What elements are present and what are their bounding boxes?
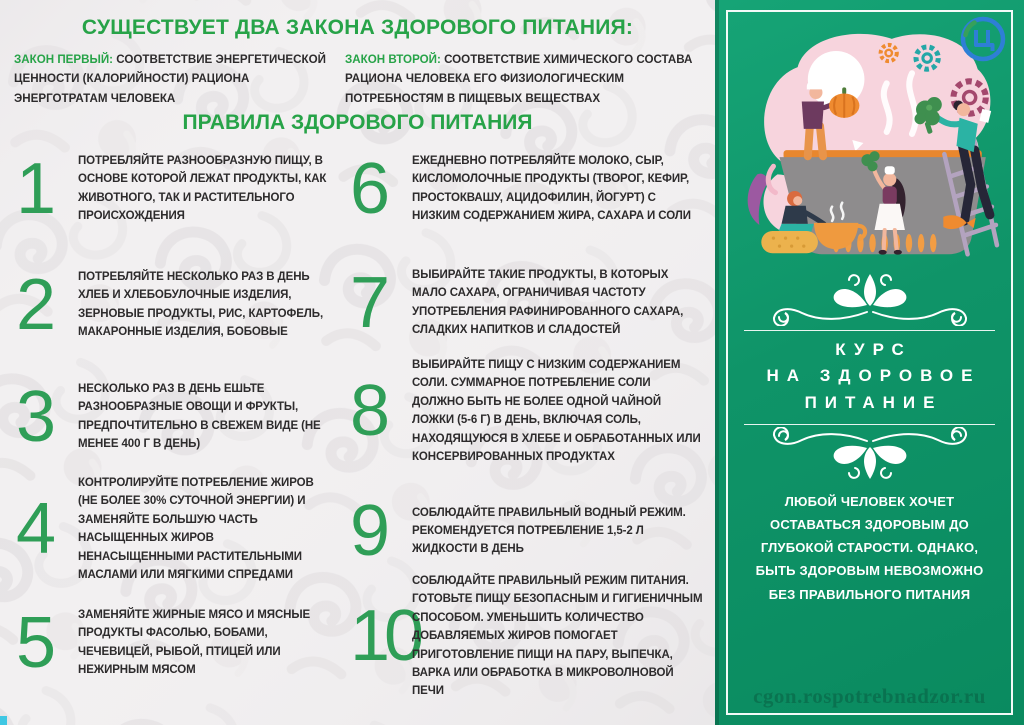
law-first [14,50,336,108]
rule-number: 9 [350,491,391,571]
rule-number: 4 [16,489,57,570]
rules-title: ПРАВИЛА ЗДОРОВОГО ПИТАНИЯ [182,111,533,134]
divider-line [744,424,995,425]
corner-artifact [0,716,7,725]
rule-item-3 [12,376,330,457]
course-line-2: НА ЗДОРОВОЕ [766,366,981,386]
sidebar-fold-shadow [715,0,719,725]
page-title: СУЩЕСТВУЕТ ДВА ЗАКОНА ЗДОРОВОГО ПИТАНИЯ: [81,16,634,39]
rule-text: СОБЛЮДАЙТЕ ПРАВИЛЬНЫЙ ВОДНЫЙ РЕЖИМ. РЕКОМЕНДУЕТСЯ ПОТРЕБЛЕНИЕ 1,5-2 Л ЖИДКОСТИ В ДЕНЬ [412,506,686,556]
rule-number: 8 [350,371,391,452]
law-second-text: СООТВЕТСТВИЕ ХИМИЧЕСКОГО СОСТАВА РАЦИОНА ЧЕЛОВЕКА ЕГО ФИЗИОЛОГИЧЕСКИМ ПОТРЕБНОСТЯМ В ПИЩЕВЫХ ВЕЩЕСТВАХ [345,53,693,105]
rule-item-4 [12,474,330,584]
law-first-text: СООТВЕТСТВИЕ ЭНЕРГЕТИЧЕСКОЙ ЦЕННОСТИ (КАЛОРИЙНОСТИ) РАЦИОНА ЭНЕРГОТРАТАМ ЧЕЛОВЕКА [14,53,326,105]
law-second [345,50,705,108]
rule-number: 2 [16,264,57,345]
cgon-logo-icon [957,13,1009,65]
rule-text: ВЫБИРАЙТЕ ТАКИЕ ПРОДУКТЫ, В КОТОРЫХ МАЛО САХАРА, ОГРАНИЧИВАЯ ЧАСТОТУ УПОТРЕБЛЕНИЯ РАФИНИРОВАННОГО САХАРА, СЛАДКИХ НАПИТКОВ И СЛАДОСТЕЙ [412,269,684,337]
rule-text: ПОТРЕБЛЯЙТЕ НЕСКОЛЬКО РАЗ В ДЕНЬ ХЛЕБ И ХЛЕБОБУЛОЧНЫЕ ИЗДЕЛИЯ, ЗЕРНОВЫЕ ПРОДУКТЫ, РИС, КАРТОФЕЛЬ, МАКАРОННЫЕ ИЗДЕЛИЯ, БОБОВЫЕ [78,271,324,339]
rule-item-2 [12,264,330,345]
watermark-url: cgon.rospotrebnadzor.ru [753,684,986,708]
law-second-label: ЗАКОН ВТОРОЙ: [345,53,441,66]
rule-text: ПОТРЕБЛЯЙТЕ РАЗНООБРАЗНУЮ ПИЩУ, В ОСНОВЕ КОТОРОЙ ЛЕЖАТ ПРОДУКТЫ, КАК ЖИВОТНОГО, ТАК И РАСТИТЕЛЬНОГО ПРОИСХОЖДЕНИЯ [78,155,327,223]
law-first-label: ЗАКОН ПЕРВЫЙ: [14,53,114,66]
rule-number: 1 [16,148,57,229]
rule-text: ЗАМЕНЯЙТЕ ЖИРНЫЕ МЯСО И МЯСНЫЕ ПРОДУКТЫ ФАСОЛЬЮ, БОБАМИ, ЧЕЧЕВИЦЕЙ, РЫБОЙ, ПТИЦЕЙ ИЛИ НЕЖИРНЫМ МЯСОМ [78,609,311,677]
sidebar-quote: ЛЮБОЙ ЧЕЛОВЕК ХОЧЕТ ОСТАВАТЬСЯ ЗДОРОВЫМ ДО ГЛУБОКОЙ СТАРОСТИ. ОДНАКО, БЫТЬ ЗДОРОВЫМ НЕВОЗМОЖНО БЕЗ ПРАВИЛЬНОГО ПИТАНИЯ [755,494,984,602]
sidebar-panel [715,0,1024,725]
flourish-ornament-top-icon [745,270,995,326]
rule-number: 6 [350,148,391,229]
rule-number: 10 [350,596,419,677]
rule-item-8 [346,356,704,466]
course-title-block [744,270,995,483]
rule-number: 7 [350,262,391,343]
rule-item-6 [346,148,704,229]
rule-item-10 [346,572,704,701]
rule-item-7 [346,262,704,343]
rule-item-5 [12,602,330,683]
flourish-ornament-bottom-icon [745,427,995,483]
rule-text: НЕСКОЛЬКО РАЗ В ДЕНЬ ЕШЬТЕ РАЗНООБРАЗНЫЕ ОВОЩИ И ФРУКТЫ, ПРЕДПОЧТИТЕЛЬНО В СВЕЖЕМ ВИДЕ (НЕ МЕНЕЕ 400 Г В ДЕНЬ) [78,383,321,451]
rule-number: 5 [16,602,57,683]
rule-text: КОНТРОЛИРУЙТЕ ПОТРЕБЛЕНИЕ ЖИРОВ (НЕ БОЛЕЕ 30% СУТОЧНОЙ ЭНЕРГИИ) И ЗАМЕНЯЙТЕ БОЛЬШУЮ ЧАСТЬ НАСЫЩЕННЫХ ЖИРОВ НЕНАСЫЩЕННЫМИ РАСТИТЕЛЬНЫМИ МАСЛАМИ ИЛИ МЯГКИМИ СПРЕДАМИ [78,477,314,581]
divider-line [744,330,995,331]
rule-item-9 [346,491,704,571]
course-line-3: ПИТАНИЕ [804,392,943,412]
rule-item-1 [12,148,330,229]
rule-text: ВЫБИРАЙТЕ ПИЩУ С НИЗКИМ СОДЕРЖАНИЕМ СОЛИ. СУММАРНОЕ ПОТРЕБЛЕНИЕ СОЛИ ДОЛЖНО БЫТЬ НЕ БОЛЕЕ ОДНОЙ ЧАЙНОЙ ЛОЖКИ (5-6 Г) В ДЕНЬ, ВКЛЮЧАЯ СОЛЬ, НАХОДЯЩУЮСЯ В ХЛЕБЕ И ОБРАБОТАННЫХ ИЛИ КОНСЕРВИРОВАННЫХ ПРОДУКТАХ [412,359,701,463]
course-line-1: КУРС [835,340,912,359]
rule-text: СОБЛЮДАЙТЕ ПРАВИЛЬНЫЙ РЕЖИМ ПИТАНИЯ. ГОТОВЬТЕ ПИЩУ БЕЗОПАСНЫМ И ГИГИЕНИЧНЫМ СПОСОБОМ. УМЕНЬШИТЬ КОЛИЧЕСТВО ДОБАВЛЯЕМЫХ ЖИРОВ ПОМОГАЕТ ПРИГОТОВЛЕНИЕ ПИЩИ НА ПАРУ, ВЫПЕЧКА, ВАРКА ИЛИ ОБРАБОТКА В МИКРОВОЛНОВОЙ ПЕЧИ [412,575,703,698]
rule-text: ЕЖЕДНЕВНО ПОТРЕБЛЯЙТЕ МОЛОКО, СЫР, КИСЛОМОЛОЧНЫЕ ПРОДУКТЫ (ТВОРОГ, КЕФИР, ПРОСТОКВАШУ, АЦИДОФИЛИН, ЙОГУРТ) С НИЗКИМ СОДЕРЖАНИЕМ ЖИРА, САХАРА И СОЛИ [412,155,691,223]
rule-number: 3 [16,376,57,457]
